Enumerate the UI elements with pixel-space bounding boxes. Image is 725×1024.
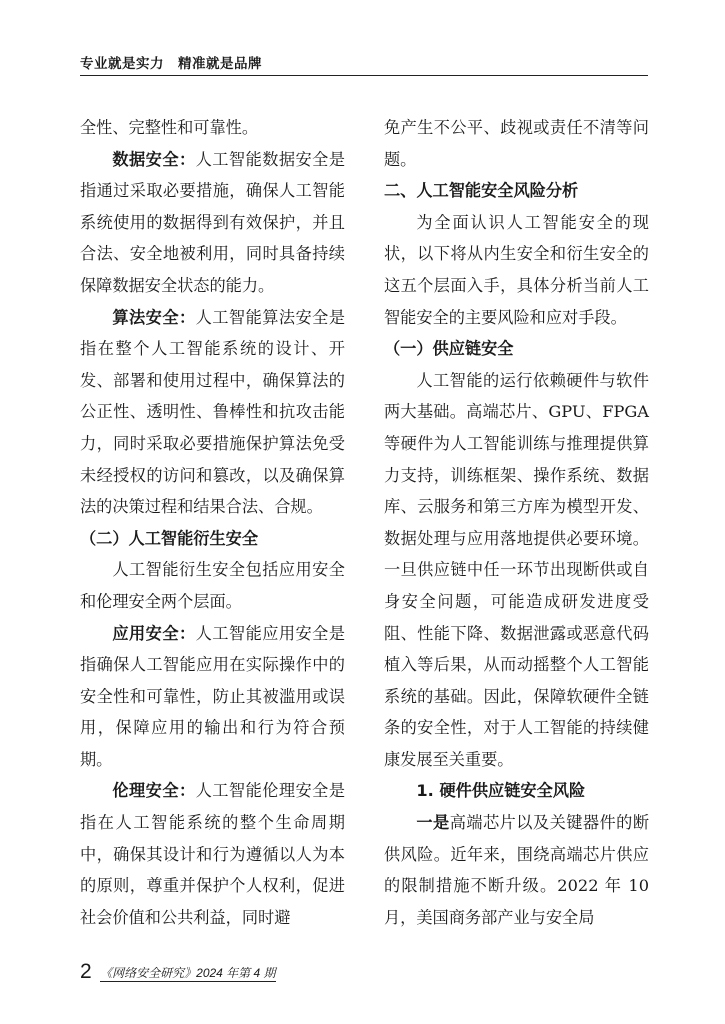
term-application-security: 应用安全： <box>112 623 196 643</box>
paragraph-derived-security: 人工智能衍生安全包括应用安全和伦理安全两个层面。 <box>80 560 345 611</box>
paragraph-ethics-security <box>80 775 345 933</box>
paragraph-chip-risk <box>384 807 649 933</box>
paragraph-continuation: 全性、完整性和可靠性。 <box>80 118 259 137</box>
text-algorithm-security: 人工智能算法安全是指在整个人工智能系统的设计、开发、部署和使用过程中，确保算法的公正性、透明性、鲁棒性和抗攻击能力，同时采取必要措施保护算法免受未经授权的访问和篡改，以及确保算法的决策过程和结果合法、合规。 <box>80 307 346 517</box>
left-column <box>80 112 345 933</box>
paragraph-algorithm-security <box>80 302 345 523</box>
header-slogan: 专业就是实力 精准就是品牌 <box>80 56 262 72</box>
text-data-security: 人工智能数据安全是指通过采取必要措施，确保人工智能系统使用的数据得到有效保护，并且合法、安全地被利用，同时具备持续保障数据安全状态的能力。 <box>80 149 346 295</box>
header-divider <box>80 75 648 76</box>
heading-supply-chain: （一）供应链安全 <box>384 339 514 359</box>
term-first: 一是 <box>416 813 450 833</box>
page-footer <box>80 960 276 984</box>
paragraph-risk-intro: 为全面认识人工智能安全的现状，以下将从内生安全和衍生安全的这五个层面入手，具体分析当前人工智能安全的主要风险和应对手段。 <box>384 212 649 327</box>
term-ethics-security: 伦理安全： <box>112 781 196 801</box>
text-ethics-security: 人工智能伦理安全是指在人工智能系统的整个生命周期中，确保其设计和行为遵循以人为本的原则，尊重并保护个人权利，促进社会价值和公共利益，同时避 <box>80 781 346 927</box>
term-algorithm-security: 算法安全： <box>112 307 196 327</box>
heading-derived-security: （二）人工智能衍生安全 <box>80 528 259 548</box>
paragraph-continuation-right: 免产生不公平、歧视或责任不清等问题。 <box>384 118 649 169</box>
page-number: 2 <box>80 960 92 983</box>
paragraph-application-security <box>80 618 345 776</box>
paragraph-data-security <box>80 144 345 302</box>
heading-hardware-risk: 1. 硬件供应链安全风险 <box>416 781 586 801</box>
term-data-security: 数据安全： <box>112 149 196 169</box>
heading-risk-analysis: 二、人工智能安全风险分析 <box>384 181 579 201</box>
right-column <box>384 112 649 933</box>
paragraph-supply-chain: 人工智能的运行依赖硬件与软件两大基础。高端芯片、GPU、FPGA等硬件为人工智能训练与推理提供算力支持，训练框架、操作系统、数据库、云服务和第三方库为模型开发、数据处理与应用落地提供必要环境。一旦供应链中任一环节出现断供或自身安全问题，可能造成研发进度受阻、性能下降、数据泄露或恶意代码植入等后果，从而动摇整个人工智能系统的基础。因此，保障软硬件全链条的安全性，对于人工智能的持续健康发展至关重要。 <box>384 370 649 769</box>
journal-citation: 《网络安全研究》2024 年第 4 期 <box>100 965 276 980</box>
text-chip-risk: 高端芯片以及关键器件的断供风险。近年来，围绕高端芯片供应的限制措施不断升级。2022 年 10 月，美国商务部产业与安全局 <box>384 813 650 927</box>
text-application-security: 人工智能应用安全是指确保人工智能应用在实际操作中的安全性和可靠性，防止其被滥用或误用，保障应用的输出和行为符合预期。 <box>80 623 346 769</box>
